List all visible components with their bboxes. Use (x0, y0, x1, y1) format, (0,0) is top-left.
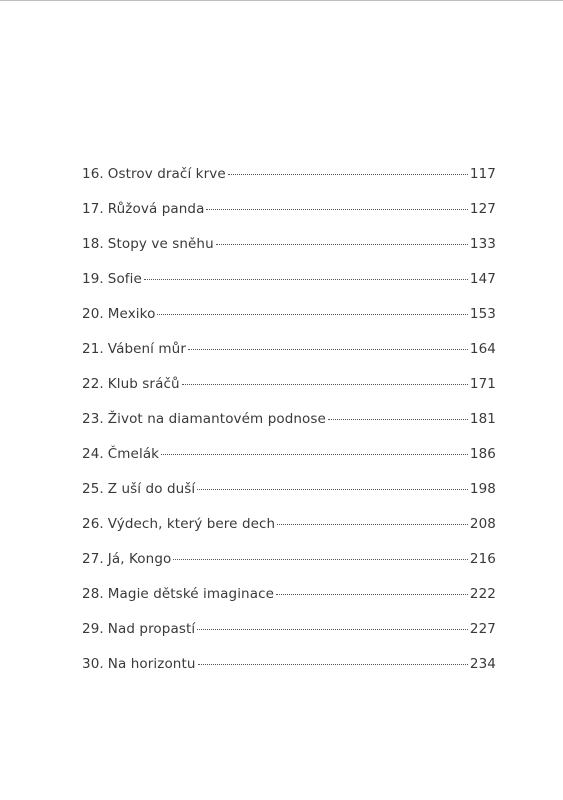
chapter-title: Sofie (107, 271, 142, 287)
toc-entry[interactable] (82, 549, 496, 584)
chapter-number: 25. (82, 481, 104, 497)
dot-leader (198, 664, 468, 665)
toc-entry[interactable] (82, 164, 496, 199)
page-number: 208 (469, 516, 496, 532)
page-number: 198 (469, 481, 496, 497)
chapter-number: 18. (82, 236, 104, 252)
table-of-contents (82, 164, 496, 689)
chapter-number: 26. (82, 516, 104, 532)
chapter-number: 30. (82, 656, 104, 672)
chapter-number: 16. (82, 166, 104, 182)
page-number: 222 (469, 586, 496, 602)
page-number: 181 (469, 411, 496, 427)
page-number: 186 (469, 446, 496, 462)
chapter-title: Mexiko (107, 306, 156, 322)
chapter-number: 29. (82, 621, 104, 637)
page-number: 153 (469, 306, 496, 322)
chapter-number: 27. (82, 551, 104, 567)
chapter-title: Já, Kongo (107, 551, 172, 567)
chapter-number: 24. (82, 446, 104, 462)
dot-leader (197, 489, 468, 490)
chapter-title: Ostrov dračí krve (107, 166, 226, 182)
chapter-title: Magie dětské imaginace (107, 586, 275, 602)
toc-entry[interactable] (82, 374, 496, 409)
toc-entry[interactable] (82, 199, 496, 234)
chapter-number: 22. (82, 376, 104, 392)
dot-leader (216, 244, 468, 245)
chapter-number: 17. (82, 201, 104, 217)
dot-leader (228, 174, 468, 175)
dot-leader (173, 559, 468, 560)
chapter-title: Klub sráčů (107, 376, 180, 392)
page-number: 171 (469, 376, 496, 392)
dot-leader (144, 279, 468, 280)
toc-entry[interactable] (82, 584, 496, 619)
toc-entry[interactable] (82, 444, 496, 479)
dot-leader (161, 454, 468, 455)
dot-leader (157, 314, 467, 315)
chapter-title: Stopy ve sněhu (107, 236, 214, 252)
page-number: 216 (469, 551, 496, 567)
chapter-title: Na horizontu (107, 656, 196, 672)
toc-entry[interactable] (82, 409, 496, 444)
toc-entry[interactable] (82, 619, 496, 654)
page-number: 234 (469, 656, 496, 672)
chapter-title: Vábení můr (107, 341, 186, 357)
chapter-number: 20. (82, 306, 104, 322)
toc-entry[interactable] (82, 479, 496, 514)
dot-leader (276, 594, 468, 595)
page-number: 127 (469, 201, 496, 217)
chapter-number: 23. (82, 411, 104, 427)
toc-entry[interactable] (82, 654, 496, 689)
chapter-number: 19. (82, 271, 104, 287)
chapter-title: Čmelák (107, 446, 160, 462)
toc-entry[interactable] (82, 234, 496, 269)
toc-entry[interactable] (82, 339, 496, 374)
chapter-number: 21. (82, 341, 104, 357)
dot-leader (277, 524, 468, 525)
dot-leader (206, 209, 467, 210)
page-number: 164 (469, 341, 496, 357)
chapter-number: 28. (82, 586, 104, 602)
chapter-title: Růžová panda (107, 201, 205, 217)
dot-leader (197, 629, 468, 630)
page-number: 227 (469, 621, 496, 637)
dot-leader (188, 349, 468, 350)
page-number: 147 (469, 271, 496, 287)
dot-leader (328, 419, 468, 420)
toc-entry[interactable] (82, 269, 496, 304)
page-number: 133 (469, 236, 496, 252)
page-number: 117 (469, 166, 496, 182)
toc-entry[interactable] (82, 304, 496, 339)
page-top-border (0, 0, 563, 1)
chapter-title: Nad propastí (107, 621, 196, 637)
chapter-title: Výdech, který bere dech (107, 516, 276, 532)
dot-leader (182, 384, 468, 385)
chapter-title: Z uší do duší (107, 481, 196, 497)
chapter-title: Život na diamantovém podnose (107, 411, 326, 427)
toc-entry[interactable] (82, 514, 496, 549)
